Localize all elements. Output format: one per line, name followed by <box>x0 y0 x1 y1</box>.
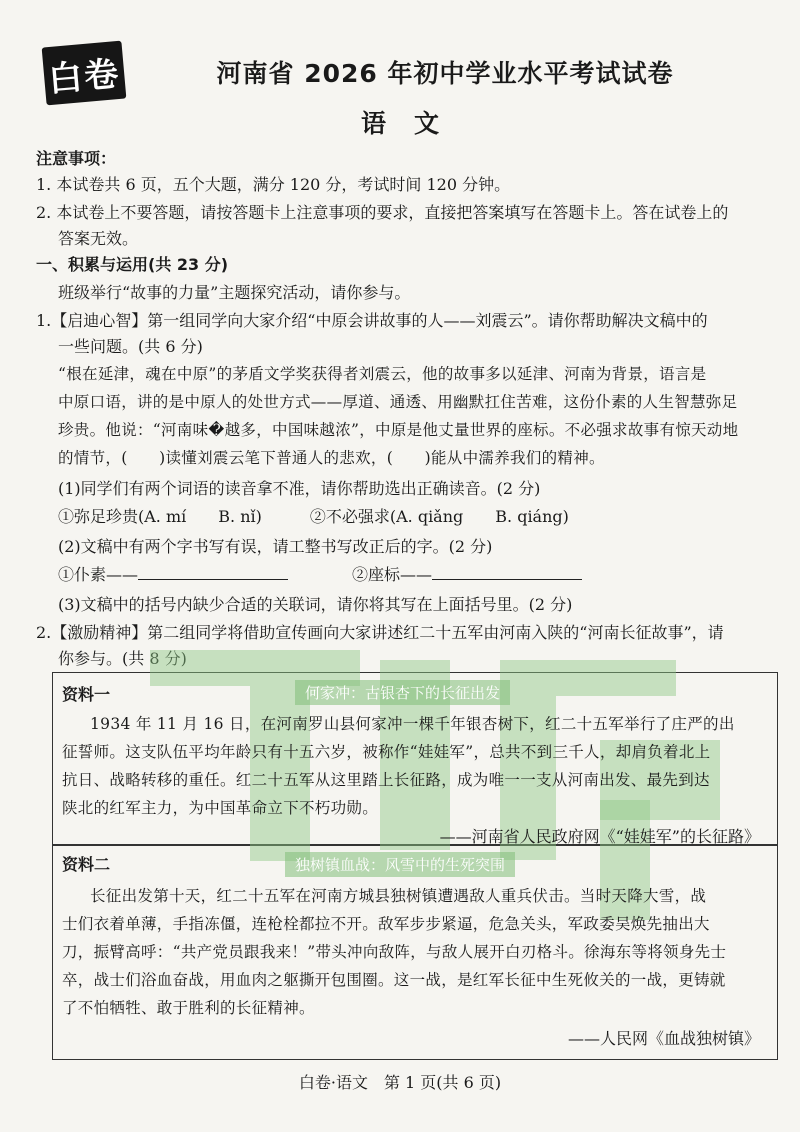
page-title: 河南省 2026 年初中学业水平考试试卷 <box>216 59 674 88</box>
q1-sub3: (3)文稿中的括号内缺少合适的关联词，请你将其写在上面括号里。(2 分) <box>58 595 573 614</box>
q1-sub2-b <box>352 562 582 585</box>
material1-line-4: 陕北的红军主力，为中国革命立下不朽功勋。 <box>62 799 379 817</box>
material1-label: 资料一 <box>62 685 111 704</box>
paper-badge: 白卷 <box>42 41 127 106</box>
material2-line-4: 卒，战士们浴血奋战，用血肉之躯撕开包围圈。这一战，是红军长征中生死攸关的一战，更铸就 <box>62 971 726 989</box>
material2-line-5: 了不怕牺牲、敢于胜利的长征精神。 <box>62 999 315 1017</box>
material2-line-1: 长征出发第十天，红二十五军在河南方城县独树镇遭遇敌人重兵伏击。当时天降大雪，战 <box>90 887 707 905</box>
notice-item-2-cont: 答案无效。 <box>58 229 139 248</box>
q2-head: 2.【激励精神】第二组同学将借助宣传画向大家讲述红二十五军由河南入陕的“河南长征故事”，请 <box>36 623 724 642</box>
material2-line-2: 士们衣着单薄，手指冻僵，连枪栓都拉不开。敌军步步紧逼，危急关头，军政委吴焕先抽出大 <box>62 915 710 933</box>
notice-item-1: 1. 本试卷共 6 页，五个大题，满分 120 分，考试时间 120 分钟。 <box>36 175 511 194</box>
material2-banner: 独树镇血战：风雪中的生死突围 <box>285 852 515 877</box>
q1-sub2: (2)文稿中有两个字书写有误，请工整书写改正后的字。(2 分) <box>58 537 493 556</box>
q1-sub2-a-label: ①仆素—— <box>58 565 139 584</box>
material1-banner: 何家冲：古银杏下的长征出发 <box>295 680 510 705</box>
page-footer: 白卷·语文 第 1 页(共 6 页) <box>298 1073 502 1092</box>
material2-source: ——人民网《血战独树镇》 <box>567 1029 760 1048</box>
material2-line-3: 刀，振臂高呼：“共产党员跟我来！”带头冲向敌阵，与敌人展开白刃格斗。徐海东等将领身先士 <box>62 943 727 961</box>
q2-head2: 你参与。(共 8 分) <box>58 649 187 668</box>
q1-passage-line-2: 中原口语，讲的是中原人的处世方式——厚道、通透、用幽默扛住苦难，这份仆素的人生智慧弥足 <box>58 393 738 411</box>
q1-passage-line-4: 的情节，( )读懂刘震云笔下普通人的悲欢，( )能从中濡养我们的精神。 <box>58 449 605 467</box>
material1-line-3: 抗日、战略转移的重任。红二十五军从这里踏上长征路，成为唯一一支从河南出发、最先到达 <box>62 771 710 789</box>
q1-sub1: (1)同学们有两个词语的读音拿不准，请你帮助选出正确读音。(2 分) <box>58 479 541 498</box>
q1-head: 1.【启迪心智】第一组同学向大家介绍“中原会讲故事的人——刘震云”。请你帮助解决文稿中的 <box>36 311 708 330</box>
q1-sub2-a <box>58 562 288 585</box>
subject-title: 语文 <box>360 109 467 138</box>
section1-heading: 一、积累与运用(共 23 分) <box>36 255 229 274</box>
q1-sub2-b-label: ②座标—— <box>352 565 433 584</box>
material2-label: 资料二 <box>62 855 111 874</box>
answer-blank-1[interactable] <box>138 565 288 580</box>
section1-intro: 班级举行“故事的力量”主题探究活动，请你参与。 <box>58 283 411 302</box>
material1-line-2: 征誓师。这支队伍平均年龄只有十五六岁，被称作“娃娃军”，总共不到三千人，却肩负着北上 <box>62 743 711 761</box>
q1-passage-line-3: 珍贵。他说：“河南味�越多，中国味越浓”，中原是他丈量世界的座标。不必强求故事有惊天动地 <box>58 421 739 439</box>
watermark-shape <box>556 660 676 696</box>
answer-blank-2[interactable] <box>432 565 582 580</box>
material1-line-1: 1934 年 11 月 16 日，在河南罗山县何家冲一棵千年银杏树下，红二十五军举行了庄严的出 <box>90 715 735 733</box>
material1-source: ——河南省人民政府网《“娃娃军”的长征路》 <box>439 827 760 846</box>
notice-item-2: 2. 本试卷上不要答题，请按答题卡上注意事项的要求，直接把答案填写在答题卡上。答在试卷上的 <box>36 203 729 222</box>
q1-head2: 一些问题。(共 6 分) <box>58 337 203 356</box>
q1-passage-line-1: “根在延津，魂在中原”的茅盾文学奖获得者刘震云，他的故事多以延津、河南为背景，语言是 <box>58 365 707 383</box>
q1-sub1-options: ①弥足珍贵(A. mí B. nǐ) ②不必强求(A. qiǎng B. qiáng) <box>58 507 569 526</box>
notice-heading: 注意事项： <box>36 149 117 168</box>
